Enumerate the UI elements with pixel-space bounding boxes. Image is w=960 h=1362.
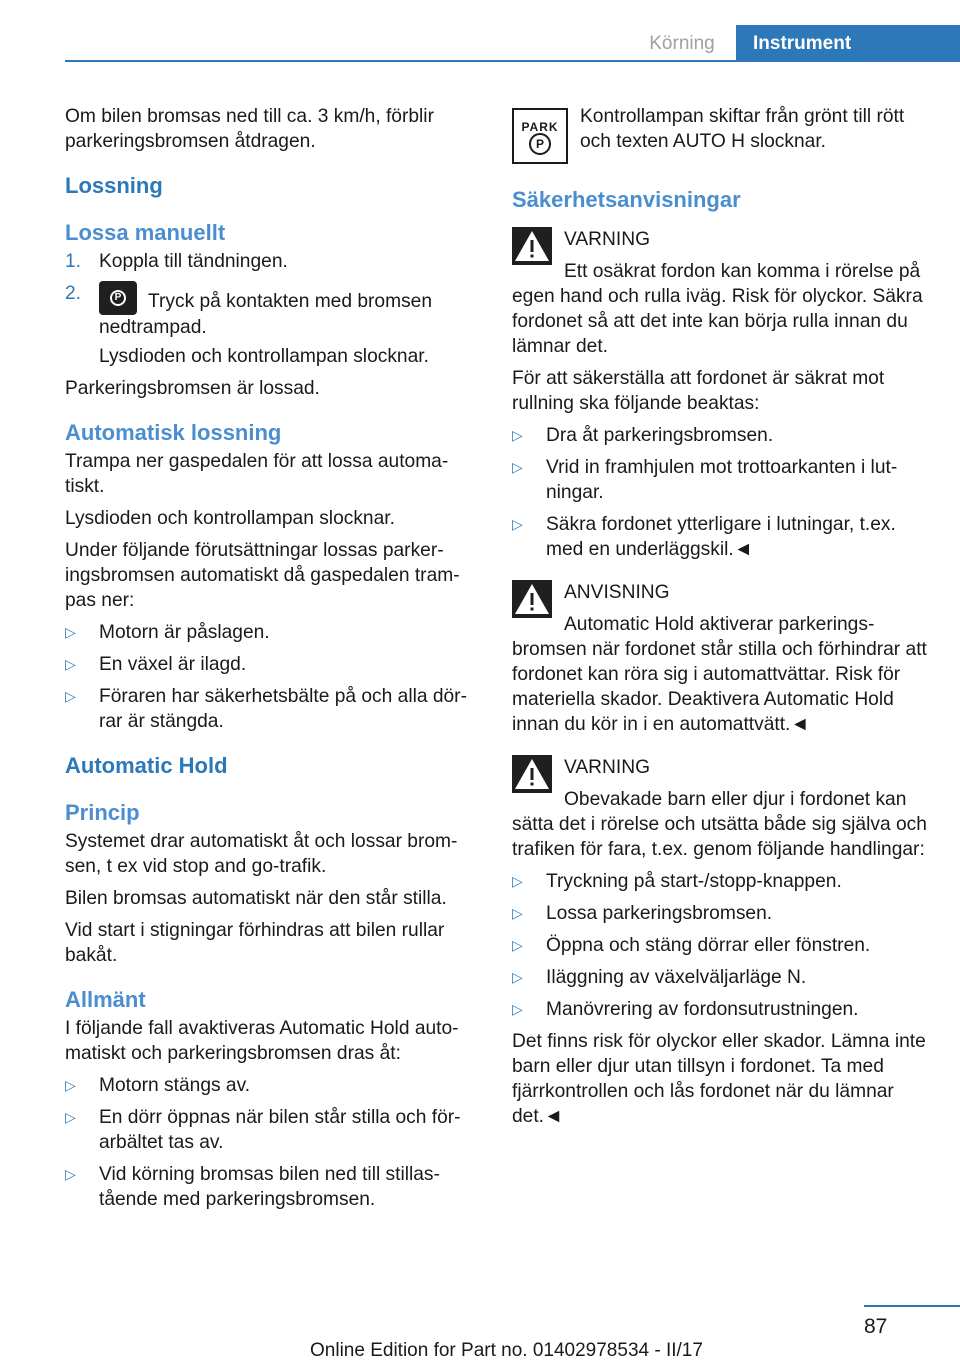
footer-edition: Online Edition for Part no. 01402978534 - II/17 — [310, 1340, 703, 1361]
intro-paragraph: Om bilen bromsas ned till ca. 3 km/h, förblir parkeringsbromsen åtdragen. — [65, 106, 434, 152]
parking-brake-switch-icon: P — [99, 281, 137, 315]
warning-body: Ett osäkrat fordon kan komma i rörelse på egen hand och rulla iväg. Risk för olyckor. Säkra fordonet så att det inte kan börja rulla innan du lämnar det. — [512, 261, 923, 357]
list-item — [512, 512, 930, 562]
list-item — [512, 997, 930, 1022]
list-item — [512, 423, 930, 448]
list-item-text: Manövrering av fordonsutrustningen. — [546, 999, 859, 1020]
list-item-text: Tryckning på start-/stopp-knappen. — [546, 871, 842, 892]
list-item-text: Lossa parkeringsbromsen. — [546, 903, 773, 924]
note-block — [512, 580, 930, 737]
warning-body: Obevakade barn eller djur i fordonet kan sätta det i rörelse och utsätta både sig själva och trafiken för fara, t.ex. genom följande handlingar: — [512, 789, 927, 860]
warning-triangle-icon — [512, 227, 552, 265]
heading-lossa-manuellt: Lossa manuellt — [65, 220, 226, 245]
heading-automatic-hold: Automatic Hold — [65, 753, 228, 778]
bullet-triangle-icon: ▷ — [512, 1001, 523, 1017]
list-item-text: Öppna och stäng dörrar eller fönstren. — [546, 935, 871, 956]
heading-allmant: Allmänt — [65, 987, 146, 1012]
auto-paragraph-2: Lysdioden och kontrollampan slocknar. — [65, 508, 395, 529]
list-item — [512, 933, 930, 958]
auto-paragraph-1: Trampa ner gaspedalen för att lossa automatiskt. — [65, 451, 449, 497]
warning-triangle-icon — [512, 755, 552, 793]
list-item — [512, 901, 930, 926]
footer-rule — [864, 1305, 960, 1307]
bullet-triangle-icon: ▷ — [512, 905, 523, 921]
list-item-text: Vrid in framhjulen mot trottoarkanten i lutningar. — [546, 457, 898, 503]
header-section[interactable]: Körning — [649, 33, 715, 54]
warning-block — [512, 227, 930, 359]
bullet-triangle-icon: ▷ — [512, 427, 523, 443]
list-item — [65, 1073, 480, 1098]
list-item — [65, 652, 480, 677]
list-item-text: Dra åt parkeringsbromsen. — [546, 425, 774, 446]
auto-paragraph-3: Under följande förutsättningar lossas parkeringsbromsen automatiskt då gaspedalen trampas ner: — [65, 540, 460, 611]
bullet-triangle-icon: ▷ — [512, 516, 523, 532]
park-indicator-block — [512, 104, 930, 166]
bullet-triangle-icon: ▷ — [65, 624, 76, 640]
list-item — [65, 684, 480, 734]
list-item-text: Vid körning bromsas bilen ned till stillastående med parkeringsbromsen. — [99, 1164, 440, 1210]
princip-paragraph-1: Systemet drar automatiskt åt och lossar bromsen, t ex vid stop and go-trafik. — [65, 831, 458, 877]
park-text: Kontrollampan skiftar från grönt till rött och texten AUTO H slocknar. — [580, 106, 905, 152]
bullet-triangle-icon: ▷ — [512, 937, 523, 953]
warning-block — [512, 755, 930, 862]
heading-automatisk-lossning: Automatisk lossning — [65, 420, 282, 445]
step-note — [65, 344, 480, 369]
princip-paragraph-2: Bilen bromsas automatiskt när den står stilla. — [65, 888, 447, 909]
right-column — [512, 104, 930, 1136]
header-rule — [65, 60, 960, 62]
bullet-triangle-icon: ▷ — [65, 656, 76, 672]
step-number: 2. — [65, 283, 82, 304]
park-icon-p: P — [529, 133, 551, 155]
bullet-triangle-icon: ▷ — [512, 969, 523, 985]
heading-princip: Princip — [65, 800, 140, 825]
lossad-paragraph: Parkeringsbromsen är lossad. — [65, 378, 320, 399]
step-item — [65, 249, 480, 274]
list-item-text: En dörr öppnas när bilen står stilla och förarbältet tas av. — [99, 1107, 461, 1153]
note-label: ANVISNING — [564, 582, 670, 603]
bullet-triangle-icon: ▷ — [65, 1166, 76, 1182]
page-number: 87 — [864, 1315, 888, 1338]
allmant-paragraph: I följande fall avaktiveras Automatic Hold automatiskt och parkeringsbromsen dras åt: — [65, 1018, 459, 1064]
warning-label: VARNING — [564, 757, 650, 778]
step-text: Tryck på kontakten med bromsen nedtrampad. — [99, 291, 433, 338]
bullet-triangle-icon: ▷ — [65, 1077, 76, 1093]
step-note-text: Lysdioden och kontrollampan slocknar. — [99, 346, 429, 367]
note-body: Automatic Hold aktiverar parkeringsbromsen när fordonet står stilla och förhindrar att fordonet kan röra sig i automattvättar. Risk för materiella skador. Deaktivera Automatic Hold innan du kör in i en automattvätt.◄ — [512, 614, 927, 735]
park-icon-label: PARK — [521, 120, 559, 134]
header-chapter[interactable]: Instrument — [736, 25, 960, 62]
list-item-text: Motorn stängs av. — [99, 1075, 251, 1096]
list-item-text: Motorn är påslagen. — [99, 622, 270, 643]
bullet-triangle-icon: ▷ — [65, 1109, 76, 1125]
list-item-text: Säkra fordonet ytterligare i lutningar, t.ex. med en underläggskil.◄ — [546, 514, 896, 560]
heading-sakerhetsanvisningar: Säkerhetsanvisningar — [512, 187, 741, 212]
warning-paragraph: För att säkerställa att fordonet är säkrat mot rullning ska följande beaktas: — [512, 368, 885, 414]
princip-paragraph-3: Vid start i stigningar förhindras att bilen rullar bakåt. — [65, 920, 445, 966]
step-number: 1. — [65, 251, 82, 272]
bullet-triangle-icon: ▷ — [512, 873, 523, 889]
left-column — [65, 104, 480, 1219]
bullet-triangle-icon: ▷ — [65, 688, 76, 704]
list-item-text: Föraren har säkerhetsbälte på och alla dörrar är stängda. — [99, 686, 467, 732]
warning-label: VARNING — [564, 229, 650, 250]
bullet-triangle-icon: ▷ — [512, 459, 523, 475]
warning-closing-paragraph: Det finns risk för olyckor eller skador. Lämna inte barn eller djur utan tillsyn i fordonet. Ta med fjärrkontrollen och lås fordonet när du lämnar det.◄ — [512, 1031, 926, 1127]
heading-lossning: Lossning — [65, 173, 163, 198]
list-item — [512, 965, 930, 990]
list-item — [65, 1162, 480, 1212]
list-item-text: En växel är ilagd. — [99, 654, 247, 675]
note-triangle-icon — [512, 580, 552, 618]
list-item — [65, 620, 480, 645]
park-indicator-icon — [512, 108, 568, 164]
list-item — [65, 1105, 480, 1155]
step-text: Koppla till tändningen. — [99, 251, 288, 272]
list-item-text: Iläggning av växelväljarläge N. — [546, 967, 807, 988]
list-item — [512, 869, 930, 894]
list-item — [512, 455, 930, 505]
step-item — [65, 281, 480, 340]
